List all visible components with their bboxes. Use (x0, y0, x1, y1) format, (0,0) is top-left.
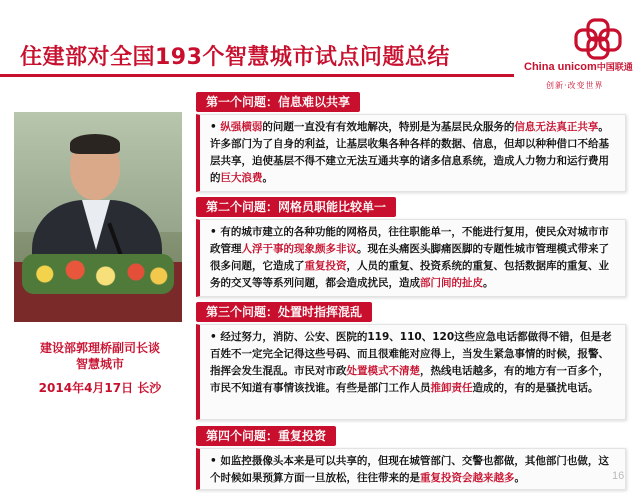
highlight-text: 推卸责任 (430, 382, 473, 394)
caption-speaker: 建设部郭理桥副司长谈 (39, 341, 160, 355)
section-2-label: 第二个问题：网格员职能比较单一 (196, 197, 396, 217)
caption-topic: 智慧城市 (75, 357, 124, 371)
highlight-text: 处置模式不清楚 (346, 365, 420, 377)
logo-slogan: 创新·改变世界 (546, 81, 604, 90)
highlight-text: 重复投资 (304, 260, 347, 272)
body-text: • (210, 121, 221, 133)
body-text: 造成的，有的是骚扰电话。 (472, 382, 599, 394)
highlight-text: 信息无法真正共享 (514, 121, 599, 133)
body-text: ，人员的重复、投资系统的重复、包括数据库的重复、业务的交叉等等系列问题，都会造成扰民，造成 (210, 260, 609, 289)
section-4-label: 第四个问题：重复投资 (196, 426, 336, 446)
highlight-text: 重复投资会越来越多 (420, 472, 515, 484)
body-text: 的问题一直没有有效地解决，特别是为基层民众服务的 (262, 121, 515, 133)
caption-date-place: 2014年4月17日 长沙 (38, 381, 162, 395)
slide-title: 住建部对全国193个智慧城市试点问题总结 (20, 45, 450, 70)
section-1-label: 第一个问题：信息难以共享 (196, 92, 360, 112)
brand-cn: 中国联通 (596, 62, 633, 72)
body-text: ，热线电话越多，有的地方有一百多个，市民不知道有事情该找谁。有些是部门工作人员 (210, 365, 609, 394)
unicom-brand-text (524, 62, 633, 73)
highlight-text: 巨大浪费 (220, 172, 263, 184)
title-underline (0, 74, 514, 77)
section-1-body (196, 114, 626, 192)
brand-en: China unicom (524, 61, 597, 73)
page-number: 16 (612, 470, 625, 482)
body-text: 。现在头痛医头脚痛医脚的专题性城市管理模式带来了很多问题，它造成了 (210, 243, 609, 272)
body-text: • 经过努力，消防、公安、医院的119、110、120这些应急电话都做得不错，但是老百姓不一定完全记得这些号码、而且很难能对应得上，当发生紧急事情的时候，报警、指挥会发生混乱。市民对市政 (210, 331, 612, 377)
highlight-text: 人浮于事的现象颇多非议 (241, 243, 357, 255)
section-3-body (196, 324, 626, 420)
section-3-label: 第三个问题：处置时指挥混乱 (196, 302, 372, 322)
body-text: 。许多部门为了自身的利益，让基层收集各种各样的数据、信息，但却以种种借口不给基层共享，迫使基层不得不建立无法互通共享的诸多信息系统，造成人力物力和运行费用的 (210, 121, 609, 184)
china-unicom-logo (520, 18, 636, 93)
unicom-knot-icon (572, 18, 624, 60)
body-text: • 如监控摄像头本来是可以共享的，但现在城管部门、交警也都做，其他部门也做，这个时候如果预算方面一旦放松，往往带来的是 (210, 455, 609, 484)
body-text: • 有的城市建立的各种功能的网格员，往往职能单一，不能进行复用，使民众对城市市政管理 (210, 226, 609, 255)
body-text: 。 (262, 172, 273, 184)
highlight-text: 纵强横弱 (220, 121, 263, 133)
section-2-body (196, 219, 626, 297)
highlight-text: 部门间的扯皮 (420, 277, 483, 289)
speaker-photo (14, 112, 182, 322)
body-text: 。 (483, 277, 494, 289)
section-4-body (196, 448, 626, 490)
body-text: 。 (514, 472, 525, 484)
